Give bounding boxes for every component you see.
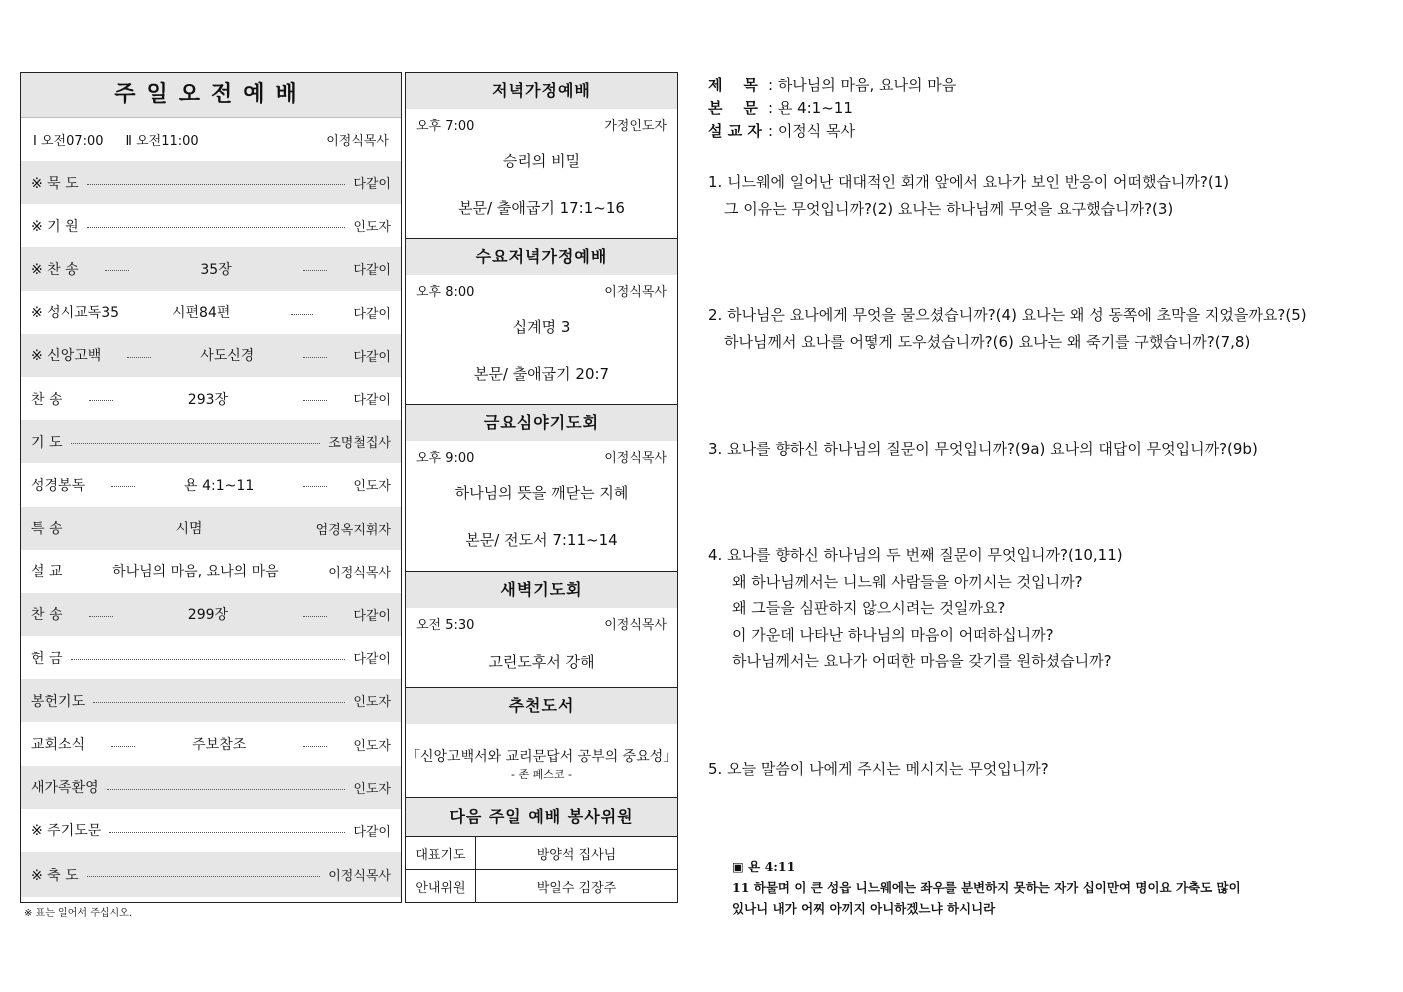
order-item-person: 조명철집사 [328, 436, 391, 452]
dotted-leader [71, 443, 321, 444]
dotted-leader [303, 746, 327, 747]
order-row [21, 550, 401, 593]
section-title: 추천도서 [406, 688, 677, 724]
sermon-text: : 욘 4:1~11 [768, 99, 853, 117]
order-item-detail: 299장 [187, 607, 229, 624]
order-item-person: 다같이 [353, 608, 391, 624]
order-item-name: 새가족환영 [31, 780, 99, 797]
dotted-leader [87, 227, 346, 228]
service-topic: 십계명 3 [512, 318, 571, 336]
service-leader: 이정식목사 [604, 451, 667, 466]
dotted-leader [93, 702, 345, 703]
order-item-name: 특 송 [31, 521, 63, 538]
order-item-person: 다같이 [353, 263, 391, 279]
dotted-leader [87, 184, 346, 185]
service-passage: 본문/ 출애굽기 17:1~16 [458, 199, 625, 217]
dotted-leader [71, 659, 346, 660]
order-row [21, 420, 401, 463]
order-item-name: 찬 송 [31, 607, 63, 624]
order-row [21, 722, 401, 765]
morning-worship-title: 주일오전예배 [21, 73, 401, 118]
order-item-name: ※ 주기도문 [31, 823, 102, 840]
weekly-services-panel [405, 72, 678, 903]
service-time: 오후 9:00 [416, 451, 475, 466]
recommended-book [406, 688, 677, 798]
order-item-detail: 시편84편 [172, 305, 231, 322]
dotted-leader [303, 357, 327, 358]
order-row [21, 377, 401, 420]
service-topic: 하나님의 뜻을 깨닫는 지혜 [454, 484, 629, 502]
dotted-leader [89, 400, 113, 401]
question-3 [708, 436, 1258, 463]
scripture-line: 11 하물며 이 큰 성읍 니느웨에는 좌우를 분변하지 못하는 자가 십이만여 명이요 가축도 많이 [732, 880, 1241, 895]
question-line: 왜 그들을 심판하지 않으시려는 것일까요? [732, 599, 1006, 617]
section-title: 새벽기도회 [406, 572, 677, 608]
evening-family-worship [406, 73, 677, 239]
order-row [21, 679, 401, 722]
order-row [21, 161, 401, 204]
question-4 [708, 542, 1123, 675]
order-item-detail: 하나님의 마음, 요나의 마음 [112, 564, 279, 581]
order-row [21, 507, 401, 550]
worship-leader: 이정식목사 [326, 134, 389, 149]
order-item-detail: 욘 4:1~11 [184, 477, 255, 494]
order-item-name: ※ 찬 송 [31, 261, 79, 278]
order-item-person: 인도자 [353, 695, 391, 711]
order-item-person: 이정식목사 [328, 869, 391, 884]
question-line: 4. 요나를 향하신 하나님의 두 번째 질문이 무엇입니까?(10,11) [708, 546, 1123, 564]
dotted-leader [111, 746, 135, 747]
question-line: 이 가운데 나타난 하나님의 마음이 어떠하십니까? [732, 625, 1054, 644]
order-item-name: 찬 송 [31, 391, 63, 408]
next-week-volunteers [406, 798, 677, 903]
service-leader: 이정식목사 [604, 618, 667, 633]
dotted-leader [303, 270, 327, 271]
dotted-leader [107, 789, 346, 790]
dotted-leader [303, 486, 327, 487]
question-line: 왜 하나님께서는 니느웨 사람들을 아끼시는 것입니까? [732, 572, 1083, 591]
dotted-leader [303, 616, 327, 617]
service-leader: 이정식목사 [604, 285, 667, 300]
book-title: 「신앙고백서와 교리문답서 공부의 중요성」 [406, 749, 678, 765]
question-line: 3. 요나를 향하신 하나님의 질문이 무엇입니까?(9a) 요나의 대답이 무엇입니까?(9b) [708, 440, 1258, 458]
order-row [21, 809, 401, 852]
dawn-prayer-meeting [406, 572, 677, 688]
section-title: 다음 주일 예배 봉사위원 [406, 798, 677, 837]
order-item-detail: 주보참조 [192, 737, 247, 754]
dotted-leader [127, 357, 151, 358]
order-item-person: 인도자 [353, 738, 391, 754]
dotted-leader [109, 832, 345, 833]
order-item-person: 인도자 [353, 781, 391, 797]
section-title: 저녁가정예배 [406, 73, 677, 109]
order-item-person: 다같이 [353, 349, 391, 365]
order-item-person: 엄경옥지휘자 [315, 522, 391, 538]
volunteer-row [406, 870, 677, 903]
order-item-person: 다같이 [353, 824, 391, 840]
order-row [21, 463, 401, 506]
order-item-person: 다같이 [353, 177, 391, 193]
order-item-detail: 293장 [187, 391, 229, 408]
morning-worship-times [21, 118, 401, 161]
service-topic: 승리의 비밀 [502, 152, 581, 170]
volunteer-names: 방양석 집사님 [536, 847, 617, 863]
scripture-line: 있나니 내가 어찌 아끼지 아니하겠느냐 하시니라 [732, 901, 996, 916]
second-service-time: Ⅱ 오전11:00 [125, 134, 199, 149]
section-title: 금요심야기도회 [406, 405, 677, 441]
order-item-detail: 사도신경 [200, 348, 255, 365]
order-item-person: 인도자 [353, 479, 391, 495]
sermon-preacher: : 이정식 목사 [768, 122, 856, 140]
dotted-leader [111, 486, 135, 487]
question-line: 1. 니느웨에 일어난 대대적인 회개 앞에서 요나가 보인 반응이 어떠했습니까?(1) [708, 173, 1230, 191]
order-item-name: ※ 묵 도 [31, 175, 79, 192]
order-item-name: 봉헌기도 [31, 693, 86, 710]
order-item-name: ※ 축 도 [31, 867, 79, 884]
sermon-title-label: 제 목 [708, 76, 758, 94]
order-item-person: 다같이 [353, 306, 391, 322]
wednesday-worship [406, 239, 677, 405]
order-item-name: 성경봉독 [31, 477, 86, 494]
sermon-preacher-label: 설 교 자 [708, 122, 762, 140]
order-item-name: 교회소식 [31, 737, 86, 754]
order-item-detail: 35장 [200, 261, 232, 278]
service-passage: 본문/ 출애굽기 20:7 [473, 365, 610, 383]
service-leader: 가정인도자 [604, 119, 667, 134]
scripture-reference: ▣ 욘 4:11 [732, 859, 796, 874]
volunteer-role: 안내위원 [406, 870, 476, 903]
order-item-name: ※ 기 원 [31, 218, 79, 235]
dotted-leader [303, 400, 327, 401]
order-item-name: ※ 성시교독35 [31, 305, 120, 322]
morning-worship-panel [20, 72, 402, 903]
order-row [21, 636, 401, 679]
question-2 [708, 302, 1307, 355]
order-row [21, 247, 401, 290]
service-topic: 고린도후서 강해 [488, 653, 595, 671]
order-item-name: 기 도 [31, 434, 63, 451]
order-item-detail: 시몀 [175, 521, 203, 538]
sermon-title: : 하나님의 마음, 요나의 마음 [768, 76, 957, 94]
order-item-person: 다같이 [353, 393, 391, 409]
order-item-name: 설 교 [31, 564, 63, 581]
dotted-leader [89, 616, 113, 617]
volunteer-row [406, 837, 677, 870]
service-time: 오후 8:00 [416, 285, 475, 300]
question-line: 2. 하나님은 요나에게 무엇을 물으셨습니까?(4) 요나는 왜 성 동쪽에 초막을 지었을까요?(5) [708, 306, 1307, 324]
sermon-text-label: 본 문 [708, 99, 758, 117]
order-item-person: 인도자 [353, 220, 391, 236]
section-title: 수요저녁가정예배 [406, 239, 677, 275]
question-line: 그 이유는 무엇입니까?(2) 요나는 하나님께 무엇을 요구했습니까?(3) [724, 199, 1174, 218]
question-5 [708, 756, 1049, 783]
friday-prayer-meeting [406, 405, 677, 572]
service-passage: 본문/ 전도서 7:11~14 [465, 531, 618, 549]
volunteer-role: 대표기도 [406, 837, 476, 869]
book-author: - 존 페스코 - [511, 768, 572, 781]
service-time: 오전 5:30 [416, 618, 475, 633]
standing-footnote: ※ 표는 일어서 주십시오. [24, 908, 133, 919]
volunteer-names: 박일수 김장주 [536, 881, 617, 896]
order-row [21, 766, 401, 809]
order-of-service [21, 161, 401, 897]
order-item-name: ※ 신앙고백 [31, 348, 102, 365]
service-time: 오후 7:00 [416, 119, 475, 134]
first-service-time: Ⅰ 오전07:00 [33, 134, 104, 149]
order-item-person: 이정식목사 [328, 565, 391, 581]
dotted-leader [291, 314, 313, 315]
order-item-name: 헌 금 [31, 650, 63, 667]
order-row [21, 291, 401, 334]
question-line: 5. 오늘 말씀이 나에게 주시는 메시지는 무엇입니까? [708, 760, 1049, 778]
order-row [21, 204, 401, 247]
question-1 [708, 169, 1229, 222]
order-row [21, 334, 401, 377]
dotted-leader [87, 876, 321, 877]
order-row [21, 593, 401, 636]
question-line: 하나님께서 요나를 어떻게 도우셨습니까?(6) 요나는 왜 죽기를 구했습니까?(7,8) [724, 332, 1251, 351]
scripture-passage [732, 856, 1332, 919]
question-line: 하나님께서는 요나가 어떠한 마음을 갖기를 원하셨습니까? [732, 652, 1112, 670]
dotted-leader [105, 270, 129, 271]
order-item-person: 다같이 [353, 652, 391, 668]
sermon-info [708, 74, 956, 143]
order-row [21, 852, 401, 897]
